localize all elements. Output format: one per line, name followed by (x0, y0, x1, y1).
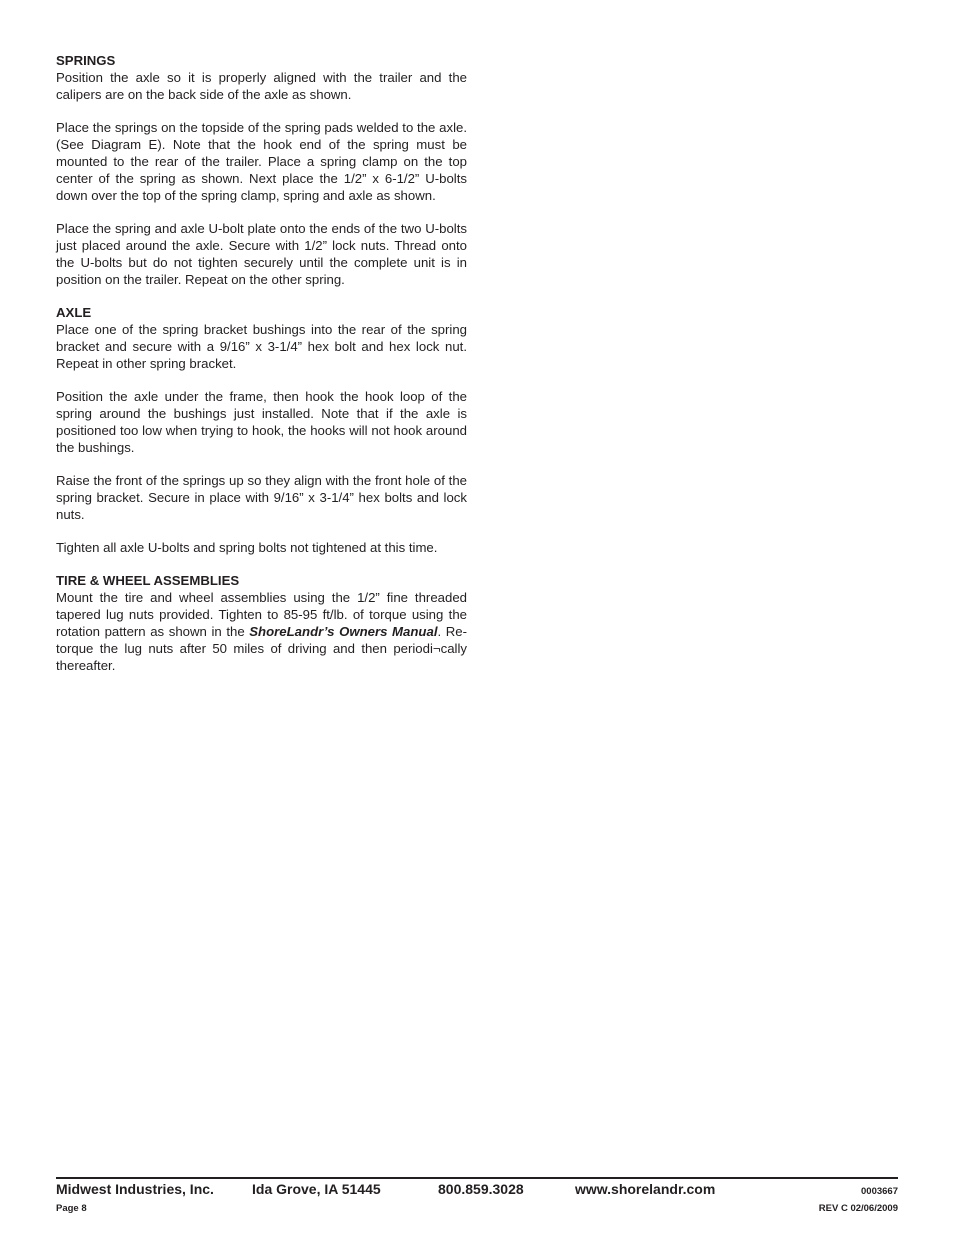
section-heading-springs: SPRINGS (56, 53, 116, 68)
tire-wheel-text-end: . Re-torque the lug nuts after 50 miles of driving and then periodi¬cally thereafter. (56, 624, 468, 673)
tire-wheel-text-start: Mount the tire and wheel assemblies using the 1/2” fine threaded tapered lug nuts provided. Tighten to 85-95 ft/lb. of torque using the rotation pattern as shown in the (56, 590, 467, 639)
section-heading-axle: AXLE (56, 305, 92, 320)
footer-city: Ida Grove, IA 51445 (252, 1181, 381, 1197)
footer-part-number: 0003667 (861, 1186, 898, 1197)
footer-revision: REV C 02/06/2009 (818, 1203, 898, 1214)
section-heading-tire-wheel: TIRE & WHEEL ASSEMBLIES (56, 573, 240, 588)
tire-wheel-paragraph (56, 589, 467, 674)
springs-paragraph-3: Place the spring and axle U-bolt plate onto the ends of the two U-bolts just placed around the axle. Secure with 1/2” lock nuts. Thread onto the U-bolts but do not tighten securely until the complete unit is in position on the trailer. Repeat on the other spring. (56, 221, 467, 287)
section-springs (56, 52, 467, 288)
instructions-column (56, 52, 467, 690)
section-tire-wheel (56, 572, 467, 674)
axle-paragraph-3: Raise the front of the springs up so they align with the front hole of the spring bracket. Secure in place with 9/16” x 3-1/4” hex bolts and lock nuts. (56, 473, 467, 522)
footer-divider (56, 1177, 898, 1179)
axle-paragraph-4: Tighten all axle U-bolts and spring bolts not tightened at this time. (56, 540, 438, 555)
footer-company: Midwest Industries, Inc. (56, 1181, 214, 1197)
axle-paragraph-2: Position the axle under the frame, then hook the hook loop of the spring around the bushings just installed. Note that if the axle is positioned too low when trying to hook, the hooks will not hook around the bushings. (56, 389, 467, 455)
axle-paragraph-1: Place one of the spring bracket bushings into the rear of the spring bracket and secure with a 9/16” x 3-1/4” hex bolt and hex lock nut. Repeat in other spring bracket. (56, 322, 467, 371)
footer-page-number: Page 8 (56, 1203, 87, 1214)
section-axle (56, 304, 467, 556)
springs-paragraph-2: Place the springs on the topside of the spring pads welded to the axle. (See Diagram E). Note that the hook end of the spring must be mounted to the rear of the trailer. Place a spring clamp on the top center of the spring as shown. Next place the 1/2” x 6-1/2” U-bolts down over the top of the spring clamp, spring and axle as shown. (56, 120, 467, 203)
owners-manual-reference: ShoreLandr’s Owners Manual (249, 624, 438, 639)
footer-phone: 800.859.3028 (438, 1181, 524, 1197)
springs-paragraph-1: Position the axle so it is properly aligned with the trailer and the calipers are on the back side of the axle as shown. (56, 70, 467, 102)
footer-website: www.shorelandr.com (575, 1181, 716, 1197)
